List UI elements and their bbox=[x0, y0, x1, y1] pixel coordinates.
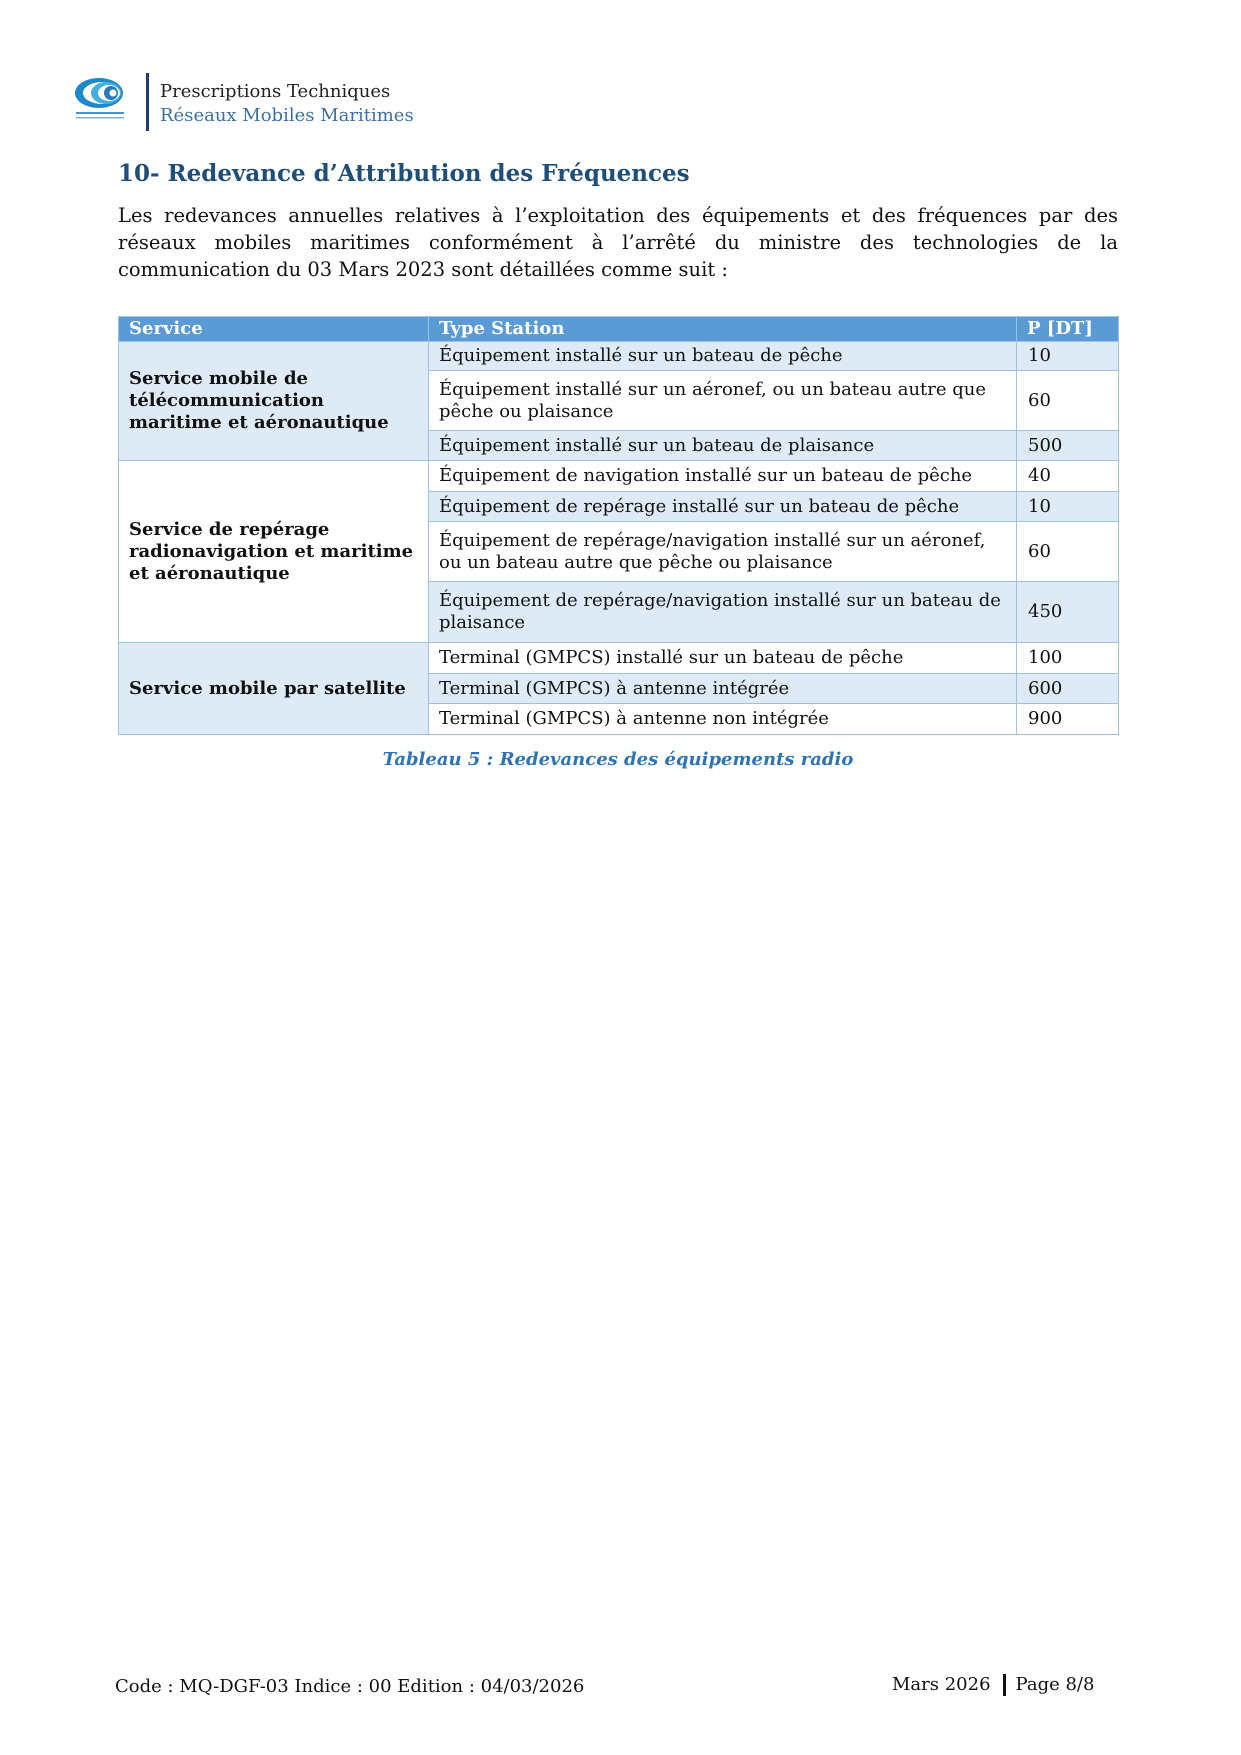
table-caption: Tableau 5 : Redevances des équipements radio bbox=[382, 749, 854, 770]
station-type-cell: Terminal (GMPCS) installé sur un bateau de pêche bbox=[429, 643, 1017, 674]
footer-divider bbox=[1003, 1674, 1006, 1696]
header-subtitle: Réseaux Mobiles Maritimes bbox=[160, 105, 414, 126]
station-type-cell: Terminal (GMPCS) à antenne non intégrée bbox=[429, 704, 1017, 735]
service-cell: Service de repérage radionavigation et maritime et aéronautique bbox=[119, 461, 429, 643]
table-row bbox=[119, 643, 1119, 674]
station-type-cell: Équipement de repérage/navigation installé sur un bateau de plaisance bbox=[429, 582, 1017, 643]
section-intro: Les redevances annuelles relatives à l’exploitation des équipements et des fréquences par des réseaux mobiles maritimes conformément à l’arrêté du ministre des technologies de la communication du 03 Mars 2023 sont détaillées comme suit : bbox=[118, 204, 1118, 281]
price-cell: 60 bbox=[1017, 522, 1119, 582]
table-header-row bbox=[119, 317, 1119, 342]
header-divider bbox=[146, 73, 149, 131]
price-cell: 10 bbox=[1017, 342, 1119, 371]
section-heading: 10- Redevance d’Attribution des Fréquences bbox=[118, 160, 690, 187]
anf-logo-icon bbox=[72, 74, 138, 130]
station-type-cell: Équipement installé sur un bateau de pêche bbox=[429, 342, 1017, 371]
station-type-cell: Équipement de navigation installé sur un bateau de pêche bbox=[429, 461, 1017, 492]
station-type-cell: Terminal (GMPCS) à antenne intégrée bbox=[429, 674, 1017, 704]
table-row bbox=[119, 342, 1119, 371]
price-cell: 100 bbox=[1017, 643, 1119, 674]
station-type-cell: Équipement de repérage installé sur un bateau de pêche bbox=[429, 492, 1017, 522]
header-type-station: Type Station bbox=[429, 317, 1017, 342]
service-cell: Service mobile par satellite bbox=[119, 643, 429, 735]
price-cell: 40 bbox=[1017, 461, 1119, 492]
header-title: Prescriptions Techniques bbox=[160, 81, 391, 102]
service-cell: Service mobile de télécommunication maritime et aéronautique bbox=[119, 342, 429, 461]
fees-table bbox=[118, 316, 1119, 735]
station-type-cell: Équipement installé sur un aéronef, ou un bateau autre que pêche ou plaisance bbox=[429, 371, 1017, 431]
price-cell: 60 bbox=[1017, 371, 1119, 431]
footer-code: Code : MQ-DGF-03 Indice : 00 Edition : 04/03/2026 bbox=[115, 1676, 585, 1697]
price-cell: 450 bbox=[1017, 582, 1119, 643]
table-row bbox=[119, 461, 1119, 492]
price-cell: 500 bbox=[1017, 431, 1119, 461]
header-service: Service bbox=[119, 317, 429, 342]
station-type-cell: Équipement de repérage/navigation installé sur un aéronef, ou un bateau autre que pêche ou plaisance bbox=[429, 522, 1017, 582]
price-cell: 900 bbox=[1017, 704, 1119, 735]
footer-right bbox=[892, 1674, 1094, 1696]
price-cell: 600 bbox=[1017, 674, 1119, 704]
price-cell: 10 bbox=[1017, 492, 1119, 522]
footer-date: Mars 2026 bbox=[892, 1674, 991, 1695]
page-number: Page 8/8 bbox=[1015, 1674, 1095, 1695]
station-type-cell: Équipement installé sur un bateau de plaisance bbox=[429, 431, 1017, 461]
header-price: P [DT] bbox=[1017, 317, 1119, 342]
